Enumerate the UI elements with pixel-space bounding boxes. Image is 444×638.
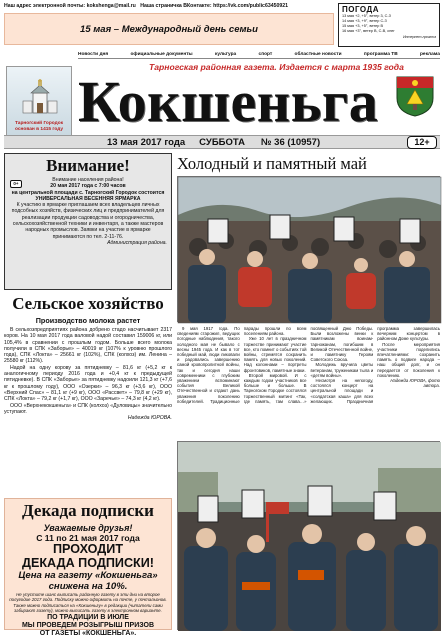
attention-signature: Администрация района. (107, 239, 167, 246)
article-paragraph: Молодежь вручила цветы ветеранам, труженикам тыла и «детям войны». (310, 362, 374, 378)
coat-of-arms-icon (393, 74, 437, 118)
article-signature: Надежда ЮРОВА, фото автора. (390, 378, 440, 389)
weather-box (338, 3, 440, 47)
weather-line: 14 мая +3, +9°, ветер С-З (342, 19, 387, 23)
masthead-tagline: Тарногская районная газета. Издается с марта 1935 года (149, 62, 404, 72)
agriculture-signature: Надежда ЮРОВА. (127, 415, 172, 422)
subscription-prize: ПО ТРАДИЦИИ В ИЮЛЕ (47, 613, 129, 621)
subscription-heading: Декада подписки (22, 501, 154, 520)
newspaper-title: Кокшеньга (78, 69, 379, 134)
weather-line: 13 мая +2, +5°, ветер 3, С-З (342, 14, 391, 18)
march-photo-top (177, 176, 440, 322)
age-rating-badge: 12+ (407, 136, 437, 149)
article-paragraph: Второй мировой. И с каждым годом участников все больше и больше. В Тарногском Городке состоялся торжественный митинг «Так, где память, там слава…» посвященный Дню Победы. Были возложены венки к памятникам воинам-тарножанам, погибшим в Великой Отечественной войне, и памятнику Героям Советского Союза. (243, 326, 374, 404)
subscription-prize: МЫ ПРОВЕДЕМ РОЗЫГРЫШ ПРИЗОВ (21, 621, 155, 629)
weather-title: ПОГОДА (342, 5, 379, 14)
date-bar (4, 135, 440, 149)
agriculture-subheading: Производство молока растет (35, 316, 141, 325)
agriculture-text: В сельхозпредприятиях района добрено стадо насчитывает 2317 коров. На 10 мая 2017 года валовой надой составил 159006 кг, или 105,4% в сравнении с прошлым годом. Больше всего молока получили в СПК «Заборье» – 40019 кг (107% к уровню прошлого года), СПК «Локта» – 25661 кг (102%), СПК (колхоз) им. Ленина – 25580 кг (112%). (4, 327, 172, 365)
attention-text: УНИВЕРСАЛЬНАЯ ВЕСЕННЯЯ ЯРМАРКА (35, 195, 141, 202)
subscription-callout: ДЕКАДА ПОДПИСКИ! (22, 555, 154, 570)
article-body (177, 326, 440, 438)
rubric-item: спорт (258, 52, 273, 57)
subscription-prize: ОТ ГАЗЕТЫ «КОКШЕНЬГА». (39, 629, 137, 637)
rubric-item: программа ТВ (363, 52, 398, 57)
rubric-item: реклама (419, 52, 440, 57)
rubric-item: областные новости (294, 52, 342, 57)
town-caption: Тарногский Городок основан в 1415 году (14, 121, 64, 132)
subscription-price: Цена на газету «Кокшеньга» (18, 570, 158, 581)
church-icon (21, 79, 59, 115)
agriculture-text: Надой на одну корову за пятидневку – 81,6 кг (+5,2 кг к аналогичному периоду 2016 года и +0,4 кг к предыдущей пятидневке). В СПК «Заборье» за пятидневку надоили 121,3 кг (+7,6 кг к прошлому году), ООО «Озерки» – 96,3 кг (+3,6 кг), ООО «Верхний Спас» – 81,1 кг (+9 кг), ООО «Рассвет» – 79,8 кг (+29 кг), СПК «Локта» – 79,2 кг (+1,7 кг), ООО «Заречье» – 74,3 кг (4,2 кг). (4, 364, 172, 403)
weather-source: Интернет-прогноз (402, 35, 436, 39)
agriculture-section (4, 296, 172, 493)
holiday-banner (4, 13, 334, 45)
attention-age-badge: 0+ (10, 180, 22, 188)
issue-weekday: СУББОТА (199, 136, 245, 148)
subscription-dates: С 11 по 21 мая 2017 года (36, 533, 140, 543)
masthead (4, 60, 440, 142)
attention-heading: Внимание! (46, 156, 130, 175)
contact-line (4, 3, 334, 9)
rubric-bar (78, 52, 440, 59)
rubric-item: культура (214, 52, 237, 57)
attention-text: на центральной площади с. Тарногский Городок состоится (11, 189, 165, 196)
agriculture-text: ООО «Верхнекокшеньга» и СПК (колхоз) «Дуловицы» значительно уступают. (4, 402, 172, 415)
march-photo-bottom (177, 441, 440, 630)
subscription-callout: ПРОХОДИТ (52, 542, 124, 556)
article-paragraph: 9 мая 1917 года. По сведениям старожил, ведущих погодные наблюдения, такого холодного мая не бывало с весны 1945 года. И как в тот победный май, люди ликовали и радовались завершению самой кровопролитной войны, так и сегодня наши современники с глубоким уважением вспоминают события Великой Отечественной и отдают дань уважения поколению победителей. Традиционные парады прошли по всем поселениям района. (177, 326, 307, 404)
email-text: Наш адрес электронной почты: kokshenga@mail.ru (4, 3, 136, 9)
main-headline: Холодный и памятный май (177, 154, 367, 173)
article-paragraph: Уже 10 лет в праздничном торжестве принимают участие все, кто помнит о событиях той войны, стремятся сохранить память для новых поколений. Над колоннами – портреты фронтовиков, памятные знаки. (243, 336, 307, 373)
rubric-item: Новости дня (78, 52, 109, 57)
issue-number: № 36 (10957) (260, 136, 321, 148)
holiday-text: 15 мая – Международный день семьи (80, 23, 258, 35)
rubric-item: официальные документы (130, 52, 193, 57)
subscription-box (4, 498, 172, 637)
agriculture-heading: Сельское хозяйство (12, 294, 164, 313)
attention-text: К участию в ярмарке приглашаем всех владельцев личных подсобных хозяйств, физических лиц и предпринимателей для реализации продукции садоводства и огородничества, сельскохозяйственной техники и инвентаря, а также мастеров народных промыслов. Заявки на участие в ярмарке принимаются по тел. 2-11-76. (11, 202, 165, 240)
vk-text: Наша страничка ВКонтакте: https://vk.com/public63450921 (140, 3, 289, 9)
article-paragraph: После мероприятия участники поделились впечатлениями: сохранить память о подвиге народа – наш общий долг, и он передается от поколения к поколению. (377, 341, 440, 378)
weather-line: 15 мая +3, +5°, ветер В (342, 24, 383, 28)
attention-box (4, 153, 172, 290)
attention-text: 20 мая 2017 года с 7:00 часов (50, 183, 126, 190)
town-illustration (6, 66, 72, 138)
parade-photo-illustration (178, 442, 441, 631)
subscription-greeting: Уважаемые друзья! (43, 523, 133, 533)
crowd-photo-illustration (178, 177, 441, 323)
subscription-details: Не упустите шанс выписать районную газету в эти дни на второе полугодие 2017 года. Подписку можно оформить на почте, у почтальонов. Также можно подписаться на «Кокшеньгу» в редакции (читатели сами забирают газету), можно выписать газету в электронном варианте. (9, 592, 167, 614)
subscription-price: снижена на 10%. (48, 581, 128, 592)
left-sidebar (4, 151, 172, 637)
attention-text: Внимание населения района! (52, 177, 124, 183)
article-paragraph: Несмотря на непогоду, состоялся концерт на центральной площади и «солдатская каша» для всех желающих. Праздничная программа завершилась вечерним концертом в районном Доме культуры. (310, 326, 440, 404)
weather-line: 16 мая +3°, ветер В, С-В, снег (342, 29, 395, 33)
issue-date: 13 мая 2017 года (107, 136, 186, 148)
